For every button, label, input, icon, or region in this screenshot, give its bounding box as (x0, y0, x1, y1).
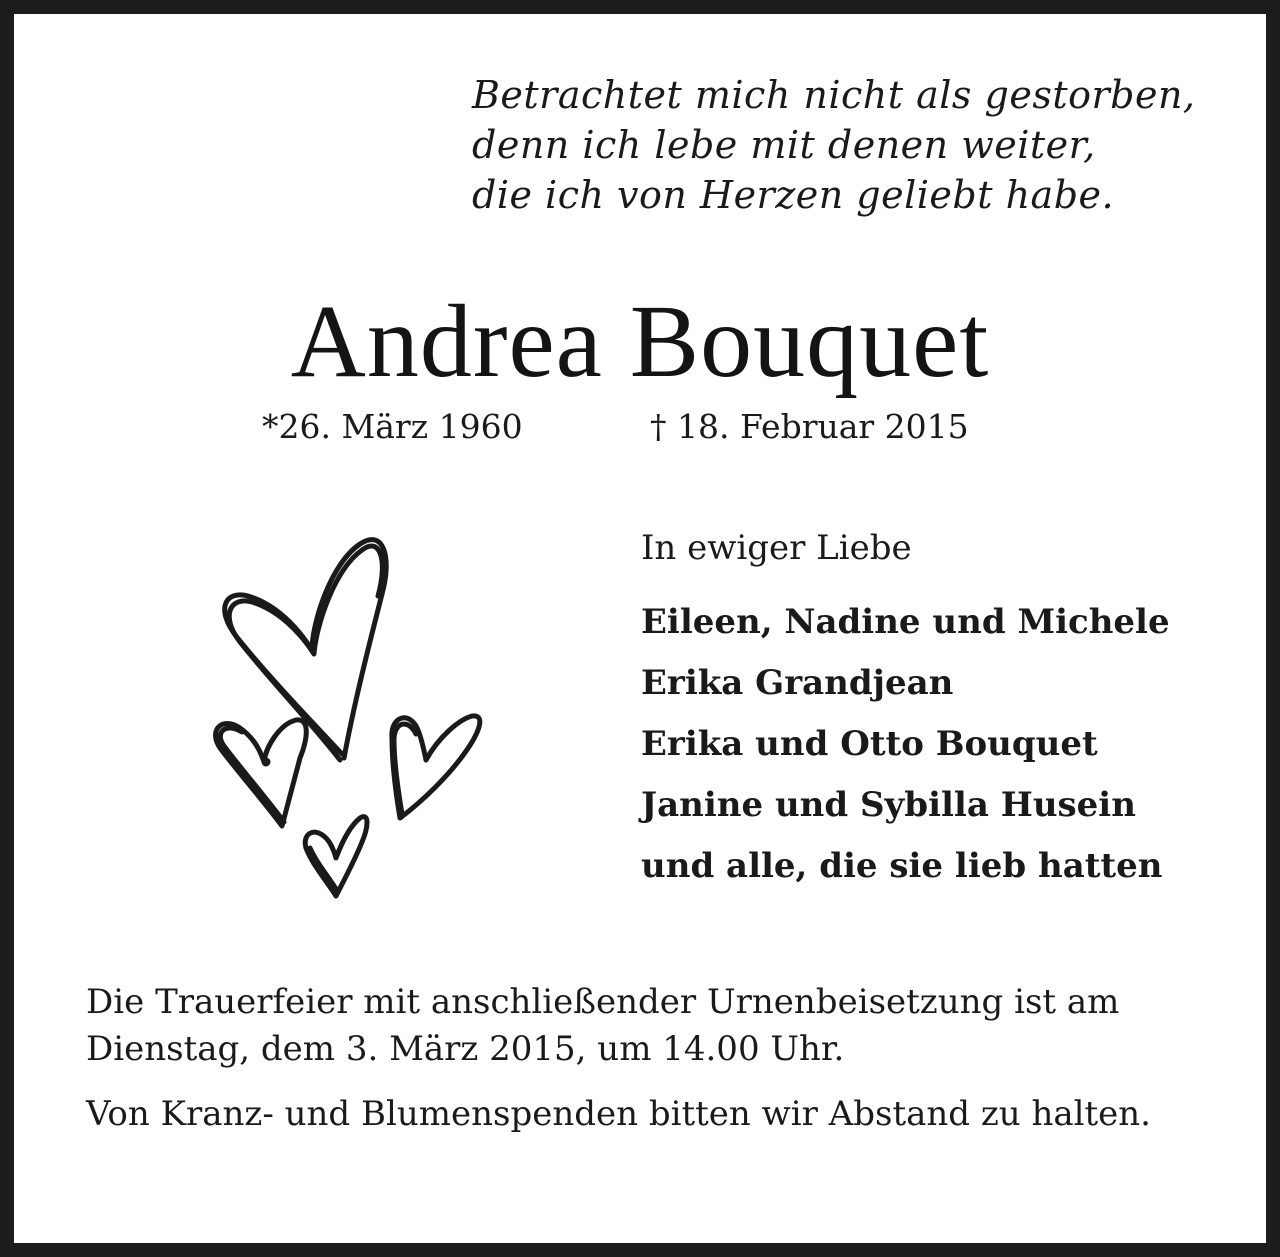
mourners-intro: In ewiger Liebe (641, 528, 912, 568)
funeral-service-text: Die Trauerfeier mit anschließender Urnenbeisetzung ist am Dienstag, dem 3. März 2015, um 14.00 Uhr. (86, 982, 1120, 1069)
mourner-name: Janine und Sybilla Husein (641, 785, 1136, 825)
mourner-name: Eileen, Nadine und Michele (641, 602, 1170, 642)
service-info (86, 979, 1226, 1138)
mourner-name: Erika Grandjean (641, 663, 954, 703)
hand-drawn-hearts-icon (194, 524, 494, 904)
flower-donation-text: Von Kranz- und Blumenspenden bitten wir Abstand zu halten. (86, 1094, 1151, 1134)
mourner-name: und alle, die sie lieb hatten (641, 846, 1163, 886)
motto-line-3: die ich von Herzen geliebt habe. (472, 173, 1115, 217)
mourners-block (641, 524, 1261, 897)
deceased-name: Andrea Bouquet (290, 284, 990, 399)
death-date: † 18. Februar 2015 (650, 407, 969, 446)
mourner-name: Erika und Otto Bouquet (641, 724, 1098, 764)
motto-line-1: Betrachtet mich nicht als gestorben, (472, 73, 1196, 117)
motto-line-2: denn ich lebe mit denen weiter, (472, 123, 1096, 167)
left-heart-icon (216, 720, 307, 826)
right-heart-icon (392, 716, 480, 818)
motto-quote (472, 70, 1232, 220)
birth-date: *26. März 1960 (262, 407, 523, 446)
